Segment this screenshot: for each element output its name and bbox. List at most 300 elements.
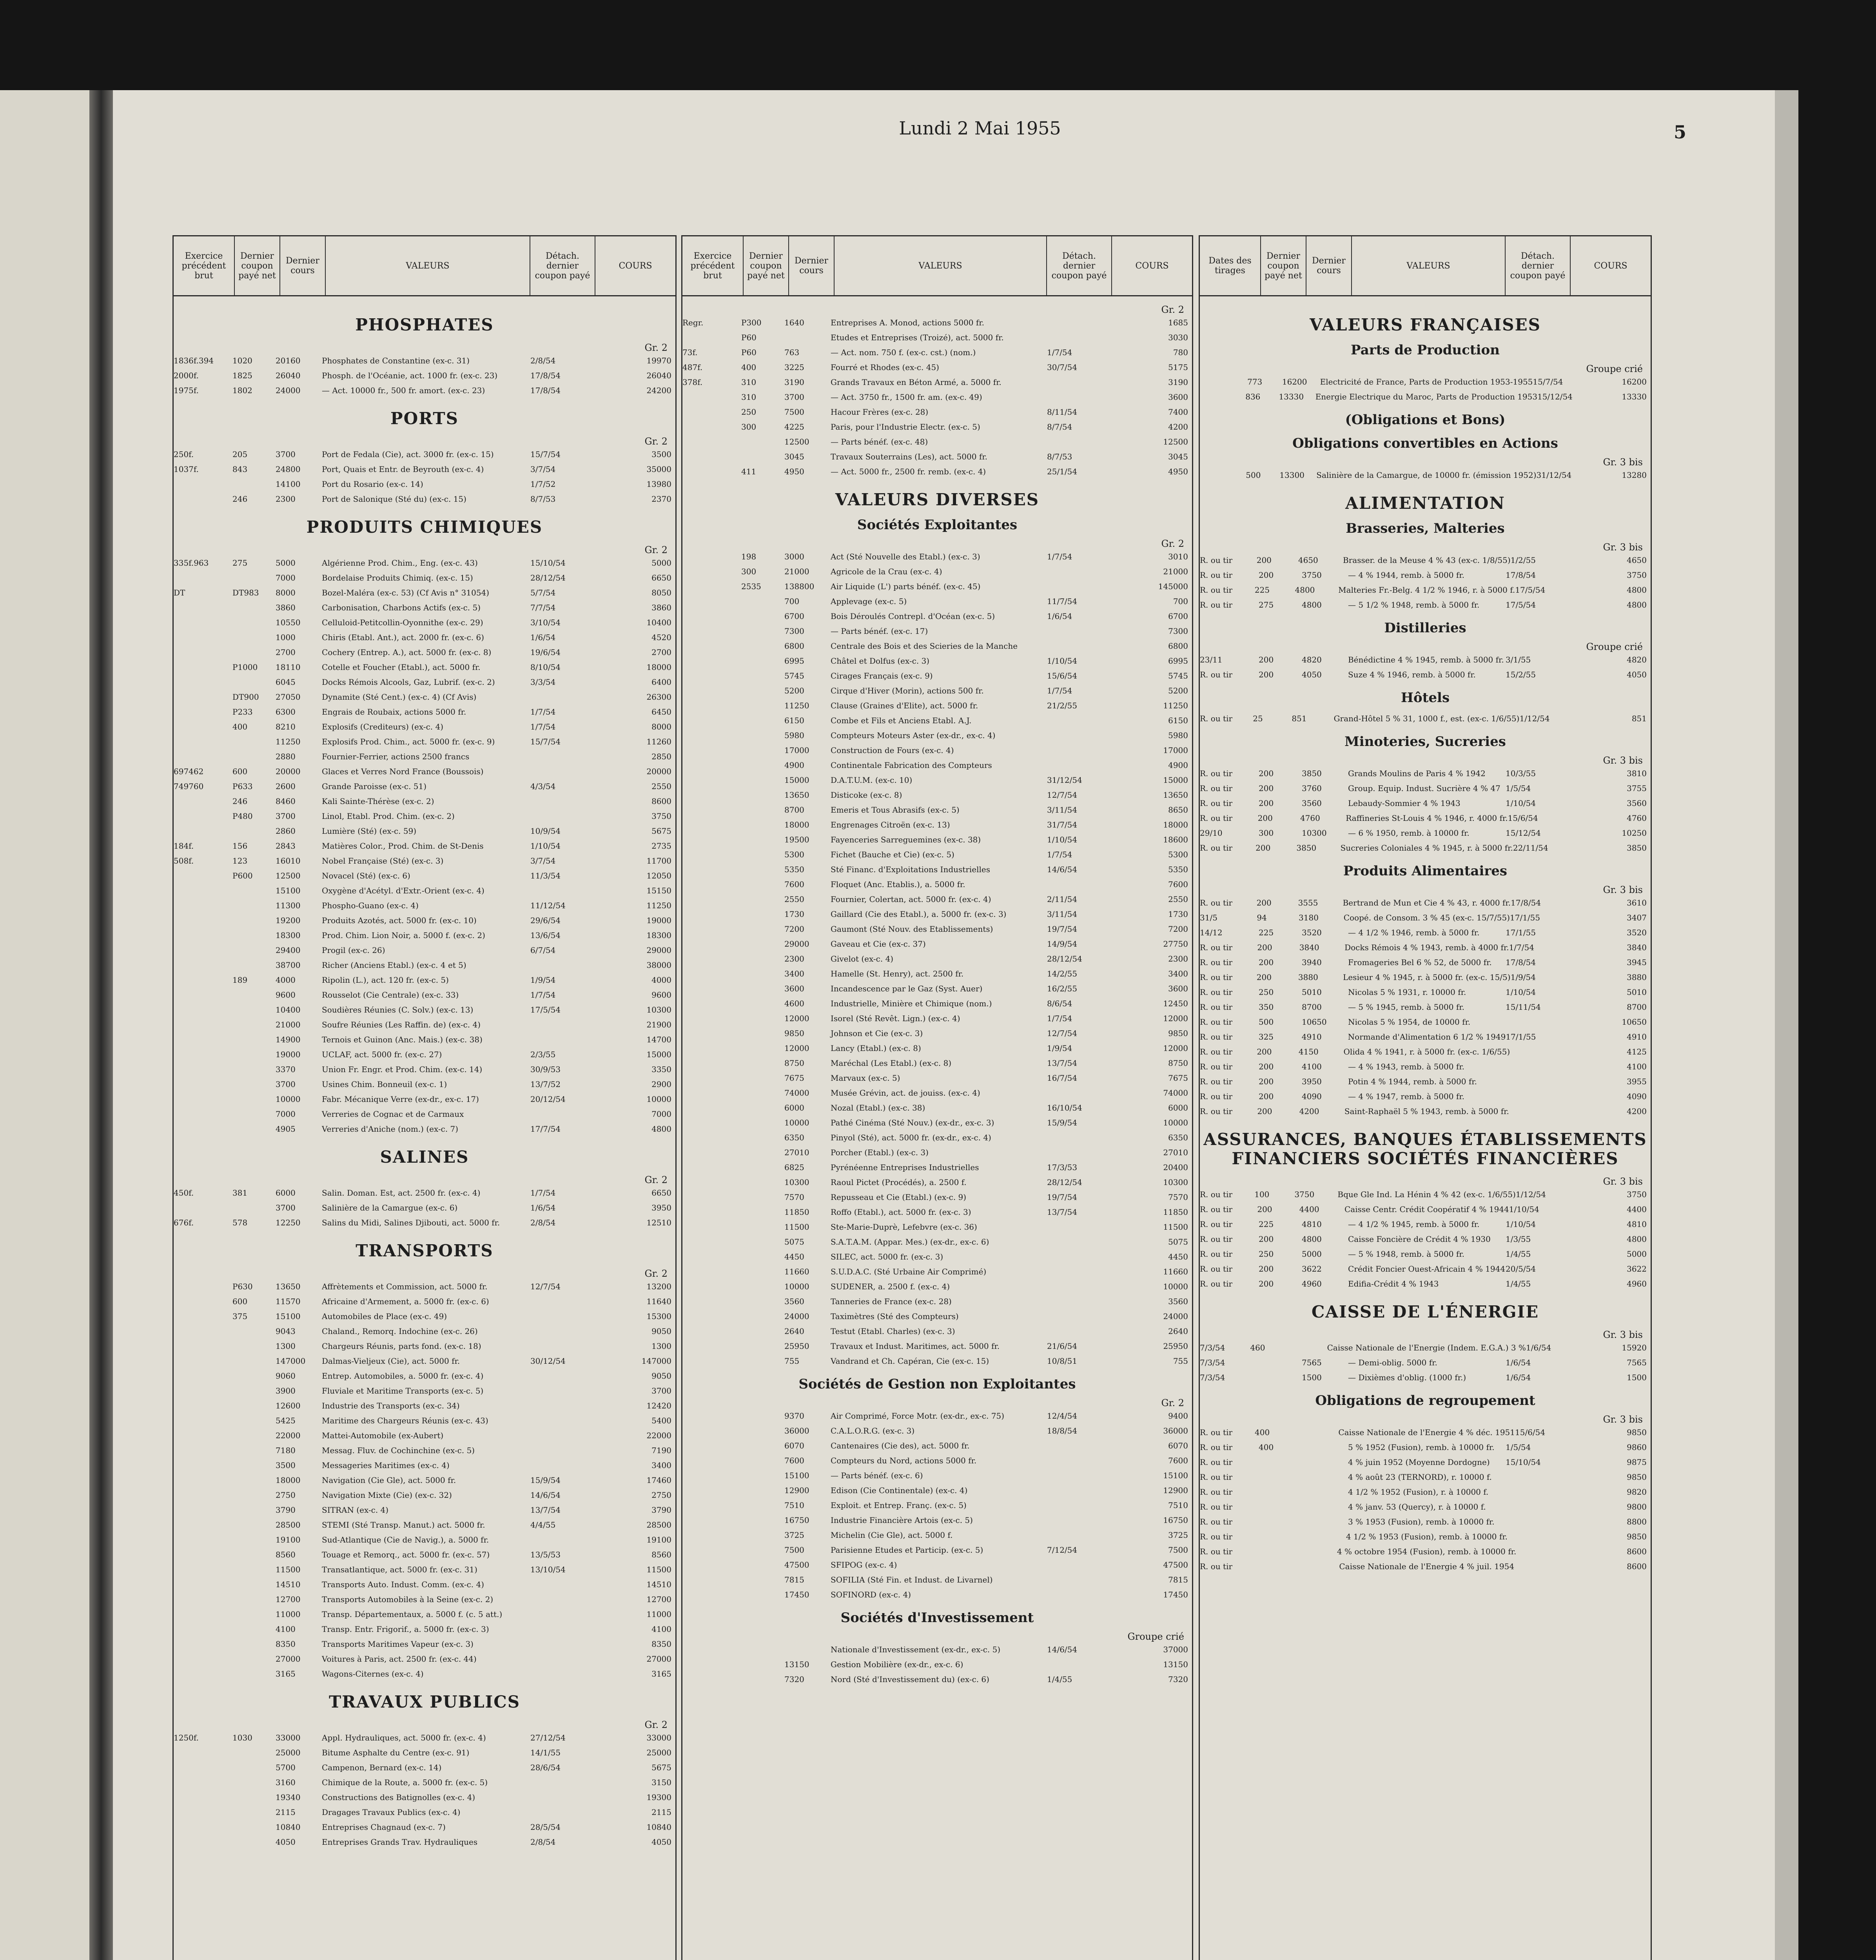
- listing-cell: 1/9/54: [1047, 1044, 1072, 1053]
- listing-cell: [530, 1637, 593, 1651]
- listing-row: [682, 936, 1192, 951]
- listing-cell: [174, 1790, 232, 1805]
- listing-cell: Electricité de France, Parts de Production 1953-1955: [1320, 377, 1533, 387]
- listing-cell: 508f.: [174, 856, 194, 866]
- listing-cell: [232, 1047, 276, 1062]
- listing-cell: [232, 615, 276, 630]
- listing-cell: Fourré et Rhodes (ex-c. 45): [831, 363, 939, 372]
- listing-row: [174, 1368, 675, 1383]
- listing-cell: [530, 1532, 593, 1547]
- listing-row: [682, 579, 1192, 594]
- listing-cell: Olida 4 % 1941, r. à 5000 fr. (ex-c. 1/6/55): [1343, 1047, 1510, 1056]
- listing-cell: 6/7/54: [530, 946, 556, 955]
- listing-cell: 3030: [1168, 333, 1188, 342]
- listing-cell: Entrep. Automobiles, a. 5000 fr. (ex-c. 4): [322, 1371, 484, 1381]
- listing-cell: [1047, 758, 1110, 773]
- listing-cell: [174, 1092, 232, 1107]
- listing-cell: [682, 1294, 741, 1309]
- listing-cell: Novacel (Sté) (ex-c. 6): [322, 871, 410, 880]
- listing-cell: Caisse Nationale de l'Energie 4 % déc. 1951: [1338, 1428, 1515, 1437]
- listing-row: [1200, 1340, 1651, 1355]
- listing-cell: R. ou tir: [1200, 1562, 1233, 1571]
- listing-cell: Transports Maritimes Vapeur (ex-c. 3): [322, 1639, 474, 1649]
- listing-row: [1200, 568, 1651, 583]
- listing-cell: 1/10/54: [1047, 835, 1078, 844]
- listing-cell: Testut (Etabl. Charles) (ex-c. 3): [831, 1327, 955, 1336]
- listing-cell: Union Fr. Engr. et Prod. Chim. (ex-c. 14): [322, 1065, 483, 1074]
- listing-cell: [174, 1805, 232, 1820]
- listing-cell: 4090: [1627, 1092, 1647, 1101]
- listing-row: [682, 1071, 1192, 1085]
- listing-cell: 2700: [651, 648, 671, 657]
- listing-row: [1200, 781, 1651, 796]
- listing-cell: Michelin (Cie Gle), act. 5000 f.: [831, 1530, 953, 1540]
- listing-cell: Transatlantique, act. 5000 fr. (ex-c. 31): [322, 1565, 477, 1574]
- listing-cell: [232, 1775, 276, 1790]
- listing-cell: 14/12: [1200, 928, 1223, 937]
- listing-cell: Transports Automobiles à la Seine (ex-c. 2): [322, 1595, 493, 1604]
- column-header-cell: COURS: [619, 261, 652, 271]
- listing-cell: 123: [232, 856, 248, 866]
- listing-cell: 1300: [276, 1341, 296, 1351]
- listing-cell: [174, 1279, 232, 1294]
- listing-cell: [174, 943, 232, 958]
- listing-cell: 2300: [276, 494, 296, 504]
- listing-cell: [682, 1160, 741, 1175]
- listing-cell: [741, 1309, 784, 1324]
- section-heading: Sociétés de Gestion non Exploitantes: [798, 1376, 1076, 1392]
- listing-cell: 27010: [1163, 1148, 1188, 1157]
- listing-cell: [682, 1220, 741, 1234]
- listing-cell: 3400: [784, 969, 804, 978]
- listing-row: [174, 690, 675, 704]
- listing-cell: 3560: [1627, 799, 1647, 808]
- listing-cell: 1/10/54: [1509, 1205, 1539, 1214]
- listing-cell: [741, 966, 784, 981]
- listing-cell: — 5 % 1948, remb. à 5000 fr.: [1348, 1249, 1464, 1259]
- listing-cell: 9600: [276, 990, 296, 1000]
- listing-cell: 5000: [1627, 1249, 1647, 1259]
- page-date: Lundi 2 Mai 1955: [899, 118, 1061, 139]
- listing-cell: Fabr. Mécanique Verre (ex-dr., ex-c. 17): [322, 1094, 479, 1104]
- listing-cell: 3165: [651, 1669, 671, 1679]
- listing-cell: [741, 1264, 784, 1279]
- listing-cell: 578: [232, 1218, 248, 1227]
- listing-cell: 250: [1259, 987, 1274, 997]
- listing-cell: [682, 758, 741, 773]
- listing-cell: Air Liquide (L') parts bénéf. (ex-c. 45): [831, 582, 981, 591]
- listing-cell: [1200, 389, 1245, 404]
- listing-cell: Pyrénéenne Entreprises Industrielles: [831, 1163, 979, 1172]
- listing-cell: 3750: [651, 811, 671, 821]
- listing-cell: 11300: [276, 901, 301, 910]
- listing-cell: 2850: [651, 752, 671, 761]
- listing-row: [682, 877, 1192, 892]
- listing-cell: [682, 639, 741, 653]
- listing-cell: [232, 1835, 276, 1849]
- listing-cell: Maréchal (Les Etabl.) (ex-c. 8): [831, 1058, 952, 1068]
- listing-cell: 11850: [1163, 1207, 1188, 1217]
- listing-cell: 1/5/54: [1506, 784, 1531, 793]
- listing-cell: 8600: [1627, 1562, 1647, 1571]
- listing-cell: 4800: [1627, 585, 1647, 595]
- listing-row: [174, 1398, 675, 1413]
- listing-cell: Clause (Graines d'Elite), act. 5000 fr.: [831, 701, 978, 710]
- listing-cell: 3600: [1168, 984, 1188, 993]
- listing-cell: [682, 1249, 741, 1264]
- listing-cell: [232, 645, 276, 660]
- listing-cell: [741, 698, 784, 713]
- listing-cell: Algérienne Prod. Chim., Eng. (ex-c. 43): [322, 558, 478, 568]
- listing-cell: [741, 907, 784, 922]
- listing-row: [682, 788, 1192, 802]
- listing-cell: [174, 1651, 232, 1666]
- listing-cell: 29400: [276, 946, 301, 955]
- listing-cell: 9060: [276, 1371, 296, 1381]
- listing-row: [1200, 1247, 1651, 1261]
- listing-cell: 17/1/55: [1510, 913, 1540, 922]
- listing-cell: 4800: [1627, 600, 1647, 610]
- listing-cell: 14/2/55: [1047, 969, 1078, 978]
- listing-cell: Musée Grévin, act. de jouiss. (ex-c. 4): [831, 1088, 980, 1098]
- listing-row: [682, 1657, 1192, 1672]
- listing-cell: [682, 892, 741, 907]
- listing-cell: 10/8/51: [1047, 1356, 1078, 1366]
- listing-cell: 2750: [651, 1490, 671, 1500]
- listing-cell: [174, 1398, 232, 1413]
- listing-cell: [1047, 1513, 1110, 1528]
- listing-cell: C.A.L.O.R.G. (ex-c. 3): [831, 1426, 915, 1436]
- column-header-cell: Exercice précédent brut: [174, 236, 235, 295]
- listing-cell: 500: [1246, 470, 1261, 480]
- listing-cell: SOFINORD (ex-c. 4): [831, 1590, 911, 1599]
- listing-row: [174, 1017, 675, 1032]
- listing-cell: 487f.: [682, 363, 703, 372]
- listing-cell: [741, 1175, 784, 1190]
- listing-cell: [174, 1309, 232, 1324]
- listing-cell: [682, 609, 741, 624]
- listing-cell: [1509, 1104, 1570, 1119]
- listing-cell: 13280: [1622, 470, 1647, 480]
- listing-cell: 12/7/54: [1047, 790, 1078, 800]
- listing-cell: [682, 713, 741, 728]
- listing-cell: Centrale des Bois et des Scieries de la Manche: [831, 641, 1018, 651]
- listing-cell: 9043: [276, 1327, 296, 1336]
- listing-cell: 38700: [276, 960, 301, 970]
- listing-cell: Chimique de la Route, a. 5000 fr. (ex-c. 5): [322, 1778, 488, 1787]
- listing-cell: DT900: [232, 692, 259, 702]
- listing-cell: [174, 1835, 232, 1849]
- listing-cell: Linol, Etabl. Prod. Chim. (ex-c. 2): [322, 811, 455, 821]
- listing-cell: 9850: [1627, 1532, 1647, 1541]
- listing-cell: — 4 % 1944, remb. à 5000 fr.: [1348, 570, 1464, 580]
- listing-cell: [232, 1517, 276, 1532]
- listing-cell: 1802: [232, 386, 252, 395]
- listing-cell: 700: [1173, 597, 1188, 606]
- listing-cell: 10250: [1622, 828, 1647, 838]
- listing-row: [682, 1205, 1192, 1220]
- listing-cell: 6070: [1168, 1441, 1188, 1450]
- listing-cell: Cantenaires (Cie des), act. 5000 fr.: [831, 1441, 970, 1450]
- listing-row: [174, 764, 675, 779]
- listing-cell: [174, 1503, 232, 1517]
- listing-cell: [174, 660, 232, 675]
- listing-cell: 15/9/54: [530, 1475, 561, 1485]
- listing-cell: Phosph. de l'Océanie, act. 1000 fr. (ex-c. 23): [322, 371, 498, 380]
- listing-row: [682, 1453, 1192, 1468]
- listing-cell: 8/7/53: [1047, 452, 1072, 461]
- listing-cell: 15/12/54: [1506, 828, 1541, 838]
- listing-cell: 11250: [1163, 701, 1188, 710]
- listing-cell: 5200: [784, 686, 804, 695]
- listing-cell: [174, 1592, 232, 1607]
- listing-cell: Bque Gle Ind. La Hénin 4 % 42 (ex-c. 1/6/55): [1337, 1190, 1516, 1199]
- listing-row: [682, 1130, 1192, 1145]
- listing-cell: [682, 1642, 741, 1657]
- listing-cell: 31/7/54: [1047, 820, 1078, 829]
- listing-cell: Messag. Fluv. de Cochinchine (ex-c. 5): [322, 1446, 475, 1455]
- listing-cell: R. ou tir: [1200, 987, 1233, 997]
- section-heading: PORTS: [390, 409, 459, 428]
- listing-cell: 7320: [784, 1675, 804, 1684]
- listing-row: [682, 1498, 1192, 1513]
- listing-cell: 2115: [276, 1808, 296, 1817]
- listing-cell: [174, 1577, 232, 1592]
- listing-row: [174, 1835, 675, 1849]
- listing-row: [682, 375, 1192, 390]
- listing-row: [682, 1026, 1192, 1041]
- listing-row: [1200, 1544, 1651, 1559]
- listing-cell: 6350: [1168, 1133, 1188, 1142]
- listing-cell: 7/7/54: [530, 603, 556, 612]
- listing-cell: 3700: [784, 392, 804, 402]
- listing-cell: [682, 996, 741, 1011]
- listing-cell: 6300: [276, 707, 296, 717]
- listing-row: [174, 1200, 675, 1215]
- listing-cell: [174, 719, 232, 734]
- listing-row: [174, 1790, 675, 1805]
- listing-cell: [232, 1820, 276, 1835]
- listing-cell: [1506, 1485, 1568, 1499]
- listing-cell: Nicolas 5 % 1931, r. 10000 fr.: [1348, 987, 1466, 997]
- listing-cell: 8560: [651, 1550, 671, 1559]
- listing-cell: — 4 1/2 % 1946, remb. à 5000 fr.: [1348, 928, 1480, 937]
- listing-cell: 5745: [784, 671, 804, 681]
- listing-cell: Sucreries Coloniales 4 % 1945, r. à 5000 fr.: [1340, 843, 1513, 853]
- listing-cell: 5980: [1168, 731, 1188, 740]
- listing-cell: 12/4/54: [1047, 1411, 1078, 1421]
- listing-cell: [174, 1339, 232, 1354]
- listing-cell: [174, 492, 232, 506]
- listing-cell: 9860: [1627, 1443, 1647, 1452]
- listing-cell: 3560: [1168, 1297, 1188, 1306]
- listing-row: [174, 838, 675, 853]
- listing-row: [174, 1488, 675, 1503]
- listing-cell: 1/10/54: [530, 841, 561, 851]
- listing-cell: 10000: [1163, 1282, 1188, 1291]
- listing-cell: 200: [1259, 1077, 1274, 1086]
- listing-cell: [530, 883, 593, 898]
- listing-row: [682, 1572, 1192, 1587]
- listing-cell: 10000: [646, 1094, 671, 1104]
- listing-cell: 1/2/55: [1510, 555, 1536, 565]
- listing-cell: 3622: [1302, 1264, 1322, 1274]
- listing-row: [1200, 597, 1651, 612]
- listing-row: [174, 824, 675, 838]
- listing-cell: 6150: [784, 716, 804, 725]
- listing-cell: [741, 1572, 784, 1587]
- listing-cell: [741, 788, 784, 802]
- listing-row: [682, 1011, 1192, 1026]
- listing-row: [174, 898, 675, 913]
- listing-cell: [682, 1468, 741, 1483]
- listing-cell: [682, 434, 741, 449]
- listing-cell: 19000: [646, 916, 671, 925]
- section-heading: CAISSE DE L'ÉNERGIE: [1311, 1302, 1539, 1321]
- listing-cell: 851: [1631, 714, 1647, 723]
- listing-cell: 23/11: [1200, 655, 1223, 664]
- listing-cell: — 5 1/2 % 1948, remb. à 5000 fr.: [1348, 600, 1480, 610]
- listing-cell: [741, 1011, 784, 1026]
- listing-cell: [741, 1453, 784, 1468]
- listing-cell: [232, 898, 276, 913]
- listing-cell: Carbonisation, Charbons Actifs (ex-c. 5): [322, 603, 481, 612]
- listing-cell: Tanneries de France (ex-c. 28): [831, 1297, 952, 1306]
- listing-cell: 3850: [1296, 843, 1317, 853]
- listing-cell: 300: [741, 567, 757, 576]
- listing-cell: [741, 434, 784, 449]
- listing-cell: [232, 1651, 276, 1666]
- listing-cell: 1/7/54: [1047, 552, 1072, 561]
- section-heading: VALEURS FRANÇAISES: [1310, 315, 1541, 334]
- listing-row: [1200, 1514, 1651, 1529]
- listing-cell: 4760: [1627, 813, 1647, 823]
- listing-row: [174, 1592, 675, 1607]
- listing-cell: 3/11/54: [1047, 805, 1078, 815]
- listing-row: [174, 1215, 675, 1230]
- listing-cell: 3860: [276, 603, 296, 612]
- listing-cell: [1047, 579, 1110, 594]
- listing-cell: [232, 1790, 276, 1805]
- listing-cell: 15/10/54: [530, 558, 566, 568]
- section-heading: ASSURANCES, BANQUES ÉTABLISSEMENTS FINANCIERS SOCIÉTÉS FINANCIÈRES: [1203, 1130, 1647, 1168]
- listing-row: [1200, 1470, 1651, 1485]
- listing-cell: 8600: [651, 797, 671, 806]
- listing-column-3: [1199, 235, 1652, 1960]
- listing-cell: Raoul Pictet (Procédés), a. 2500 f.: [831, 1178, 967, 1187]
- listing-cell: 2115: [651, 1808, 671, 1817]
- listing-cell: R. ou tir: [1200, 973, 1233, 982]
- listing-cell: 15/10/54: [1506, 1457, 1541, 1467]
- listing-cell: [1047, 877, 1110, 892]
- listing-cell: [682, 1498, 741, 1513]
- listing-cell: Ste-Marie-Duprè, Lefebvre (ex-c. 36): [831, 1222, 977, 1232]
- listing-cell: 1/9/54: [1510, 973, 1536, 982]
- listing-cell: 3160: [276, 1778, 296, 1787]
- column-header-cell: Détach. dernier coupon payé: [530, 236, 595, 295]
- listing-row: [682, 315, 1192, 330]
- listing-cell: 300: [1259, 828, 1274, 838]
- listing-cell: 3810: [1627, 769, 1647, 778]
- listing-row: [1200, 1089, 1651, 1104]
- listing-cell: [741, 1234, 784, 1249]
- facing-page-edge: [0, 90, 89, 1960]
- listing-cell: [232, 1637, 276, 1651]
- listing-cell: 74000: [784, 1088, 809, 1098]
- listing-cell: R. ou tir: [1200, 1002, 1233, 1012]
- listing-cell: [530, 1107, 593, 1122]
- listing-cell: 7/3/54: [1200, 1358, 1225, 1367]
- listing-cell: Touage et Remorq., act. 5000 fr. (ex-c. 57): [322, 1550, 490, 1559]
- listing-cell: 200: [1259, 784, 1274, 793]
- listing-cell: 47500: [1163, 1560, 1188, 1570]
- listing-cell: Port, Quais et Entr. de Beyrouth (ex-c. 4): [322, 465, 484, 474]
- listing-cell: [741, 1642, 784, 1657]
- listing-row: [174, 630, 675, 645]
- listing-cell: [530, 1398, 593, 1413]
- listing-cell: 8210: [276, 722, 296, 731]
- listing-cell: 38000: [646, 960, 671, 970]
- listing-cell: 33000: [276, 1733, 301, 1742]
- listing-cell: Phosphates de Constantine (ex-c. 31): [322, 356, 470, 365]
- listing-cell: [741, 981, 784, 996]
- listing-cell: Givelot (ex-c. 4): [831, 954, 894, 964]
- listing-cell: [174, 1607, 232, 1622]
- listing-cell: P233: [232, 707, 253, 717]
- listing-cell: [682, 773, 741, 788]
- column-header-cell: Exercice précédent brut: [682, 236, 744, 295]
- listing-cell: [232, 1002, 276, 1017]
- listing-cell: 3725: [1168, 1530, 1188, 1540]
- section-heading: Obligations de regroupement: [1315, 1393, 1535, 1408]
- listing-cell: [1047, 330, 1110, 345]
- listing-cell: 3/3/54: [530, 677, 556, 687]
- listing-cell: 10300: [1163, 1178, 1188, 1187]
- listing-cell: 4100: [1627, 1062, 1647, 1071]
- listing-cell: Explosifs Prod. Chim., act. 5000 fr. (ex-c. 9): [322, 737, 495, 746]
- listing-cell: 9370: [784, 1411, 804, 1421]
- listing-cell: 8/7/54: [1047, 422, 1072, 432]
- listing-cell: 1/6/54: [1526, 1343, 1551, 1352]
- listing-cell: 3150: [651, 1778, 671, 1787]
- listing-cell: 3/1/55: [1506, 655, 1531, 664]
- listing-cell: 2/8/54: [530, 356, 556, 365]
- listing-cell: Voitures à Paris, act. 2500 fr. (ex-c. 44): [322, 1654, 477, 1664]
- listing-cell: [1047, 1130, 1110, 1145]
- listing-cell: [232, 1062, 276, 1077]
- listing-cell: [530, 1294, 593, 1309]
- listing-cell: [1047, 1279, 1110, 1294]
- group-label: Gr. 2: [644, 436, 668, 447]
- listing-cell: [1047, 1468, 1110, 1483]
- listing-cell: [174, 1368, 232, 1383]
- listing-cell: S.U.D.A.C. (Sté Urbaine Air Comprimé): [831, 1267, 987, 1276]
- listing-cell: 3 % 1953 (Fusion), remb. à 10000 fr.: [1348, 1517, 1495, 1526]
- section-heading: TRAVAUX PUBLICS: [328, 1692, 521, 1711]
- listing-cell: [174, 734, 232, 749]
- listing-cell: [232, 1368, 276, 1383]
- listing-cell: [232, 1592, 276, 1607]
- listing-cell: [174, 883, 232, 898]
- listing-cell: R. ou tir: [1200, 1532, 1233, 1541]
- listing-cell: 1836f.394: [174, 356, 214, 365]
- listing-cell: [1200, 374, 1247, 389]
- listing-cell: 27000: [276, 1654, 301, 1664]
- listing-cell: [174, 913, 232, 928]
- listing-row: [174, 1760, 675, 1775]
- section-heading: PRODUITS CHIMIQUES: [306, 517, 543, 537]
- listing-row: [1200, 1000, 1651, 1014]
